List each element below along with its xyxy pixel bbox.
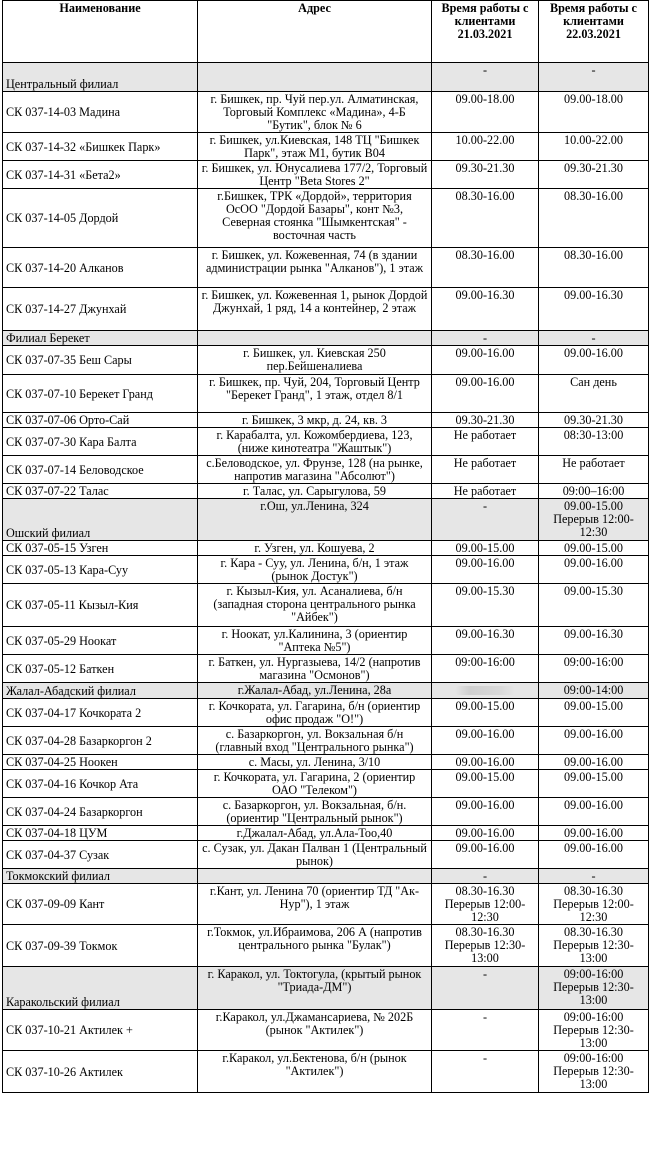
- table-row: [3, 798, 649, 826]
- cell-time-22-03: 09.00-16.00: [539, 755, 649, 770]
- cell-time-21-03: 09.00-16.00: [432, 798, 539, 826]
- cell-time-21-03: 09.00-16.00: [432, 556, 539, 584]
- table-row: [3, 428, 649, 456]
- cell-time-21-03: 09.00-15.30: [432, 584, 539, 627]
- cell-address: с. Сузак, ул. Дакан Палван 1 (Центральный рынок): [198, 841, 432, 869]
- cell-time-21-03: Не работает: [432, 428, 539, 456]
- cell-name: Филиал Берекет: [3, 331, 198, 346]
- cell-time-21-03: -: [432, 1010, 539, 1051]
- cell-time-22-03: 09:00-16:00 Перерыв 12:30-13:00: [539, 967, 649, 1010]
- branch-section-row: [3, 869, 649, 884]
- cell-address: с. Базаркоргон, ул. Вокзальная, б/н. (ориентир "Центральный рынок"): [198, 798, 432, 826]
- table-row: [3, 770, 649, 798]
- cell-name: СК 037-04-18 ЦУМ: [3, 826, 198, 841]
- table-row: [3, 841, 649, 869]
- cell-time-22-03: 08.30-16.30 Перерыв 12:30-13:00: [539, 925, 649, 967]
- cell-time-22-03: 09.00-16.00: [539, 841, 649, 869]
- cell-time-22-03: 09.30-21.30: [539, 161, 649, 189]
- table-row: [3, 92, 649, 133]
- table-row: [3, 375, 649, 413]
- cell-time-21-03: [432, 683, 539, 699]
- cell-address: с. Масы, ул. Ленина, 3/10: [198, 755, 432, 770]
- cell-name: СК 037-04-24 Базаркоргон: [3, 798, 198, 826]
- cell-name: СК 037-14-05 Дордой: [3, 189, 198, 248]
- cell-time-22-03: 09:00-16:00 Перерыв 12:30-13:00: [539, 1051, 649, 1093]
- cell-address: г.Кант, ул. Ленина 70 (ориентир ТД "Ак-Нур"), 1 этаж: [198, 884, 432, 925]
- cell-name: СК 037-14-32 «Бишкек Парк»: [3, 133, 198, 161]
- cell-time-21-03: -: [432, 499, 539, 541]
- header-time-21-03: Время работы с клиентами 21.03.2021: [432, 1, 539, 63]
- cell-time-22-03: 09.00-16.00: [539, 556, 649, 584]
- table-row: [3, 456, 649, 484]
- table-row: [3, 413, 649, 428]
- cell-address: [198, 63, 432, 92]
- table-row: [3, 627, 649, 655]
- cell-address: г. Бишкек, пр. Чуй пер.ул. Алматинская, Торговый Комплекс «Мадина», 4-Б "Бутик", блок № 6: [198, 92, 432, 133]
- cell-time-22-03: 10.00-22.00: [539, 133, 649, 161]
- cell-address: г. Бишкек, ул. Кожевенная, 74 (в здании администрации рынка "Алканов"), 1 этаж: [198, 248, 432, 288]
- cell-time-22-03: 08.30-16.30 Перерыв 12:00-12:30: [539, 884, 649, 925]
- cell-time-21-03: -: [432, 967, 539, 1010]
- cell-name: Ошский филиал: [3, 499, 198, 541]
- cell-address: г.Токмок, ул.Ибраимова, 206 А (напротив центрального рынка "Булак"): [198, 925, 432, 967]
- cell-name: СК 037-14-27 Джунхай: [3, 288, 198, 331]
- cell-name: СК 037-10-26 Актилек: [3, 1051, 198, 1093]
- table-body: [3, 63, 649, 1093]
- cell-address: г. Каракол, ул. Токтогула, (крытый рынок "Триада-ДМ"): [198, 967, 432, 1010]
- cell-time-21-03: 08.30-16.30 Перерыв 12:00-12:30: [432, 884, 539, 925]
- cell-time-22-03: 08.30-16.00: [539, 248, 649, 288]
- cell-name: Жалал-Абадский филиал: [3, 683, 198, 699]
- cell-time-21-03: 09.00-16.30: [432, 288, 539, 331]
- cell-time-21-03: 09.00-16.00: [432, 375, 539, 413]
- cell-time-21-03: 09.30-21.30: [432, 161, 539, 189]
- cell-name: СК 037-04-28 Базаркоргон 2: [3, 727, 198, 755]
- cell-name: СК 037-05-12 Баткен: [3, 655, 198, 683]
- header-name: Наименование: [3, 1, 198, 63]
- table-row: [3, 925, 649, 967]
- cell-time-21-03: -: [432, 63, 539, 92]
- cell-time-22-03: 09:00-16:00: [539, 655, 649, 683]
- cell-address: г.Ош, ул.Ленина, 324: [198, 499, 432, 541]
- cell-time-21-03: 09.00-15.00: [432, 699, 539, 727]
- branch-section-row: [3, 63, 649, 92]
- blurred-mark: [455, 686, 515, 695]
- cell-name: СК 037-07-14 Беловодское: [3, 456, 198, 484]
- cell-name: СК 037-04-37 Сузак: [3, 841, 198, 869]
- cell-time-21-03: 08.30-16.30 Перерыв 12:30-13:00: [432, 925, 539, 967]
- cell-address: г. Кочкората, ул. Гагарина, б/н (ориентир офис продаж "О!"): [198, 699, 432, 727]
- cell-address: г.Каракол, ул.Бектенова, б/н (рынок "Актилек"): [198, 1051, 432, 1093]
- cell-time-21-03: Не работает: [432, 456, 539, 484]
- cell-time-22-03: 09.00-16.30: [539, 627, 649, 655]
- cell-address: [198, 869, 432, 884]
- cell-name: Токмокский филиал: [3, 869, 198, 884]
- cell-name: СК 037-09-09 Кант: [3, 884, 198, 925]
- cell-time-22-03: 09.00-15.00 Перерыв 12:00-12:30: [539, 499, 649, 541]
- branch-section-row: [3, 331, 649, 346]
- cell-time-22-03: 09.30-21.30: [539, 413, 649, 428]
- cell-name: СК 037-05-13 Кара-Суу: [3, 556, 198, 584]
- cell-time-22-03: -: [539, 331, 649, 346]
- cell-time-22-03: 09.00-16.00: [539, 798, 649, 826]
- cell-time-22-03: 09.00-15.00: [539, 541, 649, 556]
- cell-name: СК 037-14-20 Алканов: [3, 248, 198, 288]
- cell-name: Центральный филиал: [3, 63, 198, 92]
- cell-name: СК 037-05-15 Узген: [3, 541, 198, 556]
- cell-address: г. Бишкек, 3 мкр, д. 24, кв. 3: [198, 413, 432, 428]
- cell-time-21-03: 10.00-22.00: [432, 133, 539, 161]
- table-row: [3, 727, 649, 755]
- table-row: [3, 133, 649, 161]
- cell-time-21-03: -: [432, 869, 539, 884]
- cell-address: г. Бишкек, ул. Кожевенная 1, рынок Дордой Джунхай, 1 ряд, 14 а контейнер, 2 этаж: [198, 288, 432, 331]
- cell-time-21-03: 09.00-16.00: [432, 755, 539, 770]
- cell-time-21-03: -: [432, 1051, 539, 1093]
- table-row: [3, 884, 649, 925]
- cell-time-21-03: 09.30-21.30: [432, 413, 539, 428]
- cell-time-22-03: 09.00-16.30: [539, 288, 649, 331]
- cell-time-22-03: 09:00-14:00: [539, 683, 649, 699]
- cell-time-21-03: 09.00-18.00: [432, 92, 539, 133]
- cell-name: Каракольский филиал: [3, 967, 198, 1010]
- branch-section-row: [3, 967, 649, 1010]
- cell-address: г. Бишкек, ул.Киевская, 148 ТЦ "Бишкек Парк", этаж М1, бутик В04: [198, 133, 432, 161]
- cell-address: г.Джалал-Абад, ул.Ала-Тоо,40: [198, 826, 432, 841]
- cell-time-21-03: 09.00-15.00: [432, 770, 539, 798]
- cell-name: СК 037-04-16 Кочкор Ата: [3, 770, 198, 798]
- cell-time-22-03: 09.00-15.00: [539, 770, 649, 798]
- header-time-22-03: Время работы с клиентами 22.03.2021: [539, 1, 649, 63]
- cell-time-21-03: 09.00-15.00: [432, 541, 539, 556]
- cell-address: г. Кара - Суу, ул. Ленина, б/н, 1 этаж (рынок Достук"): [198, 556, 432, 584]
- cell-name: СК 037-07-10 Берекет Гранд: [3, 375, 198, 413]
- cell-name: СК 037-04-25 Ноокен: [3, 755, 198, 770]
- cell-time-21-03: 09.00-16.00: [432, 841, 539, 869]
- cell-time-21-03: 08.30-16.00: [432, 189, 539, 248]
- cell-time-21-03: 08.30-16.00: [432, 248, 539, 288]
- cell-address: г. Бишкек, пр. Чуй, 204, Торговый Центр "Берекет Гранд", 1 этаж, отдел 8/1: [198, 375, 432, 413]
- table-row: [3, 288, 649, 331]
- cell-time-22-03: 09.00-15.30: [539, 584, 649, 627]
- cell-time-22-03: 08.30-16.00: [539, 189, 649, 248]
- cell-name: СК 037-05-29 Ноокат: [3, 627, 198, 655]
- cell-address: г.Жалал-Абад, ул.Ленина, 28а: [198, 683, 432, 699]
- cell-time-21-03: 09.00-16.30: [432, 627, 539, 655]
- branch-section-row: [3, 683, 649, 699]
- cell-time-22-03: 09:00-16:00 Перерыв 12:30-13:00: [539, 1010, 649, 1051]
- cell-address: г.Каракол, ул.Джамансариева, № 202Б (рынок "Актилек"): [198, 1010, 432, 1051]
- cell-name: СК 037-10-21 Актилек +: [3, 1010, 198, 1051]
- cell-address: г. Бишкек, ул. Киевская 250 пер.Бейшеналиева: [198, 346, 432, 375]
- cell-name: СК 037-14-31 «Бета2»: [3, 161, 198, 189]
- table-row: [3, 189, 649, 248]
- cell-name: СК 037-07-30 Кара Балта: [3, 428, 198, 456]
- cell-name: СК 037-07-06 Орто-Сай: [3, 413, 198, 428]
- cell-name: СК 037-14-03 Мадина: [3, 92, 198, 133]
- cell-time-22-03: 09.00-16.00: [539, 727, 649, 755]
- cell-name: СК 037-04-17 Кочкората 2: [3, 699, 198, 727]
- cell-time-21-03: 09.00-16.00: [432, 826, 539, 841]
- table-row: [3, 826, 649, 841]
- cell-address: г.Бишкек, ТРК «Дордой», территория ОсОО "Дордой Базары", конт №3, Северная стоянка "Шымкентская" - восточная часть: [198, 189, 432, 248]
- table-row: [3, 248, 649, 288]
- cell-address: с.Беловодское, ул. Фрунзе, 128 (на рынке, напротив магазина "Абсолют"): [198, 456, 432, 484]
- table-row: [3, 541, 649, 556]
- cell-time-22-03: 09.00-16.00: [539, 346, 649, 375]
- branch-schedule-table: [2, 0, 649, 1093]
- cell-address: г. Баткен, ул. Нургазыева, 14/2 (напротив магазина "Осмонов"): [198, 655, 432, 683]
- cell-time-22-03: 08:30-13:00: [539, 428, 649, 456]
- table-row: [3, 584, 649, 627]
- cell-time-21-03: 09.00-16.00: [432, 727, 539, 755]
- table-row: [3, 556, 649, 584]
- cell-address: с. Базаркоргон, ул. Вокзальная б/н (главный вход "Центрального рынка"): [198, 727, 432, 755]
- cell-time-22-03: 09.00-18.00: [539, 92, 649, 133]
- cell-time-22-03: 09.00-15.00: [539, 699, 649, 727]
- header-address: Адрес: [198, 1, 432, 63]
- cell-address: г. Бишкек, ул. Юнусалиева 177/2, Торговый Центр "Beta Stores 2": [198, 161, 432, 189]
- cell-time-21-03: Не работает: [432, 484, 539, 499]
- cell-address: г. Талас, ул. Сарыгулова, 59: [198, 484, 432, 499]
- cell-time-22-03: 09:00–16:00: [539, 484, 649, 499]
- cell-name: СК 037-07-35 Беш Сары: [3, 346, 198, 375]
- table-row: [3, 699, 649, 727]
- cell-time-21-03: 09.00-16.00: [432, 346, 539, 375]
- branch-section-row: [3, 499, 649, 541]
- cell-time-21-03: 09:00-16:00: [432, 655, 539, 683]
- cell-name: СК 037-09-39 Токмок: [3, 925, 198, 967]
- header-row: [3, 1, 649, 63]
- table-row: [3, 755, 649, 770]
- cell-name: СК 037-07-22 Талас: [3, 484, 198, 499]
- cell-name: СК 037-05-11 Кызыл-Кия: [3, 584, 198, 627]
- cell-time-22-03: 09.00-16.00: [539, 826, 649, 841]
- table-row: [3, 346, 649, 375]
- table-row: [3, 655, 649, 683]
- table-row: [3, 1010, 649, 1051]
- cell-time-22-03: Сан день: [539, 375, 649, 413]
- cell-address: г. Ноокат, ул.Калинина, 3 (ориентир "Аптека №5"): [198, 627, 432, 655]
- table-row: [3, 1051, 649, 1093]
- cell-time-22-03: -: [539, 63, 649, 92]
- cell-address: г. Узген, ул. Кошуева, 2: [198, 541, 432, 556]
- table-row: [3, 484, 649, 499]
- cell-address: г. Карабалта, ул. Кожомбердиева, 123, (ниже кинотеатра "Жаштык"): [198, 428, 432, 456]
- cell-address: г. Кочкората, ул. Гагарина, 2 (ориентир ОАО "Телеком"): [198, 770, 432, 798]
- cell-time-22-03: Не работает: [539, 456, 649, 484]
- cell-address: [198, 331, 432, 346]
- table-row: [3, 161, 649, 189]
- cell-address: г. Кызыл-Кия, ул. Асаналиева, б/н (западная сторона центрального рынка "Айбек"): [198, 584, 432, 627]
- cell-time-22-03: -: [539, 869, 649, 884]
- cell-time-21-03: -: [432, 331, 539, 346]
